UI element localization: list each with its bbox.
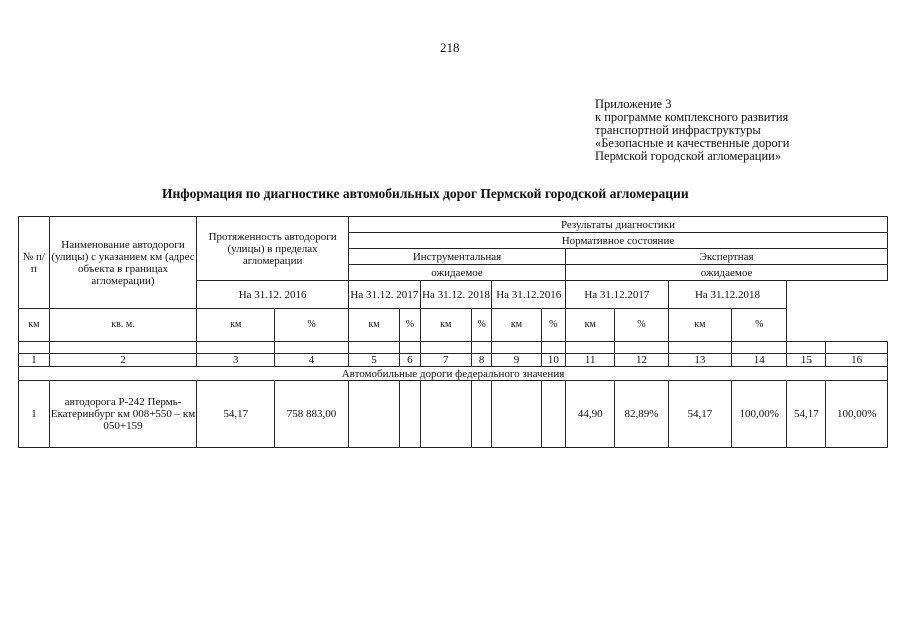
header-expected-instrumental: ожидаемое bbox=[348, 265, 565, 281]
cell-instr-2018-km bbox=[492, 381, 541, 448]
section-title: Автомобильные дороги федерального значения bbox=[19, 367, 888, 381]
column-number: 11 bbox=[566, 354, 615, 367]
header-length: Протяженность автодороги (улицы) в пределах агломерации bbox=[197, 217, 349, 281]
column-number: 2 bbox=[49, 354, 197, 367]
appendix-note bbox=[595, 98, 789, 163]
cell-exp-2017-km: 54,17 bbox=[668, 381, 732, 448]
page-number: 218 bbox=[440, 40, 460, 55]
unit-header: % bbox=[275, 309, 349, 342]
appendix-line: к программе комплексного развития bbox=[595, 110, 789, 124]
appendix-line: Пермской городской агломерации» bbox=[595, 149, 782, 163]
header-instr-date-2017: На 31.12. 2017 bbox=[348, 281, 420, 309]
column-number: 16 bbox=[826, 354, 888, 367]
column-number: 7 bbox=[420, 354, 471, 367]
unit-header: км bbox=[348, 309, 399, 342]
cell-exp-2018-pct: 100,00% bbox=[826, 381, 888, 448]
unit-header: км bbox=[420, 309, 471, 342]
document-title: Информация по диагностике автомобильных дорог Пермской городской агломерации bbox=[162, 186, 689, 201]
cell-exp-2018-km: 54,17 bbox=[787, 381, 826, 448]
header-exp-date-2016: На 31.12.2016 bbox=[492, 281, 566, 309]
header-exp-date-2017: На 31.12.2017 bbox=[566, 281, 668, 309]
cell-exp-2016-pct: 82,89% bbox=[615, 381, 668, 448]
unit-header: км bbox=[566, 309, 615, 342]
column-number: 15 bbox=[787, 354, 826, 367]
unit-header: % bbox=[400, 309, 420, 342]
column-number: 14 bbox=[732, 354, 787, 367]
column-number: 13 bbox=[668, 354, 732, 367]
header-expert: Экспертная bbox=[566, 249, 888, 265]
column-number: 8 bbox=[471, 354, 491, 367]
unit-header: % bbox=[732, 309, 787, 342]
cell-exp-2016-km: 44,90 bbox=[566, 381, 615, 448]
table-row bbox=[19, 381, 888, 448]
unit-header: % bbox=[541, 309, 566, 342]
header-name: Наименование автодороги (улицы) с указанием км (адрес объекта в границах агломерации) bbox=[49, 217, 197, 309]
cell-instr-2016-pct bbox=[400, 381, 420, 448]
cell-instr-2018-pct bbox=[541, 381, 566, 448]
column-number: 4 bbox=[275, 354, 349, 367]
header-num: № п/п bbox=[19, 217, 50, 309]
cell-length-km: 54,17 bbox=[197, 381, 275, 448]
header-instr-date-2018: На 31.12. 2018 bbox=[420, 281, 492, 309]
header-instr-date-2016: На 31.12. 2016 bbox=[197, 281, 349, 309]
column-number: 5 bbox=[348, 354, 399, 367]
column-number: 3 bbox=[197, 354, 275, 367]
cell-name: автодорога Р-242 Пермь-Екатеринбург км 008+550 – км 050+159 bbox=[49, 381, 197, 448]
cell-instr-2017-pct bbox=[471, 381, 491, 448]
unit-header: км bbox=[197, 309, 275, 342]
header-expected-expert: ожидаемое bbox=[566, 265, 888, 281]
header-exp-date-2018: На 31.12.2018 bbox=[668, 281, 787, 309]
header-normative: Нормативное состояние bbox=[348, 233, 887, 249]
unit-header: км bbox=[19, 309, 50, 342]
appendix-line: Приложение 3 bbox=[595, 97, 672, 111]
column-number: 1 bbox=[19, 354, 50, 367]
cell-instr-2016-km bbox=[348, 381, 399, 448]
unit-header: км bbox=[668, 309, 732, 342]
appendix-line: «Безопасные и качественные дороги bbox=[595, 136, 790, 150]
unit-header: % bbox=[471, 309, 491, 342]
column-number: 12 bbox=[615, 354, 668, 367]
diagnostics-table bbox=[18, 216, 888, 448]
column-number: 9 bbox=[492, 354, 541, 367]
unit-header: кв. м. bbox=[49, 309, 197, 342]
column-number: 6 bbox=[400, 354, 420, 367]
appendix-line: транспортной инфраструктуры bbox=[595, 123, 761, 137]
column-number: 10 bbox=[541, 354, 566, 367]
cell-num: 1 bbox=[19, 381, 50, 448]
header-instrumental: Инструментальная bbox=[348, 249, 565, 265]
cell-exp-2017-pct: 100,00% bbox=[732, 381, 787, 448]
cell-instr-2017-km bbox=[420, 381, 471, 448]
unit-header: % bbox=[615, 309, 668, 342]
unit-header: км bbox=[492, 309, 541, 342]
cell-area-sqm: 758 883,00 bbox=[275, 381, 349, 448]
header-results: Результаты диагностики bbox=[348, 217, 887, 233]
